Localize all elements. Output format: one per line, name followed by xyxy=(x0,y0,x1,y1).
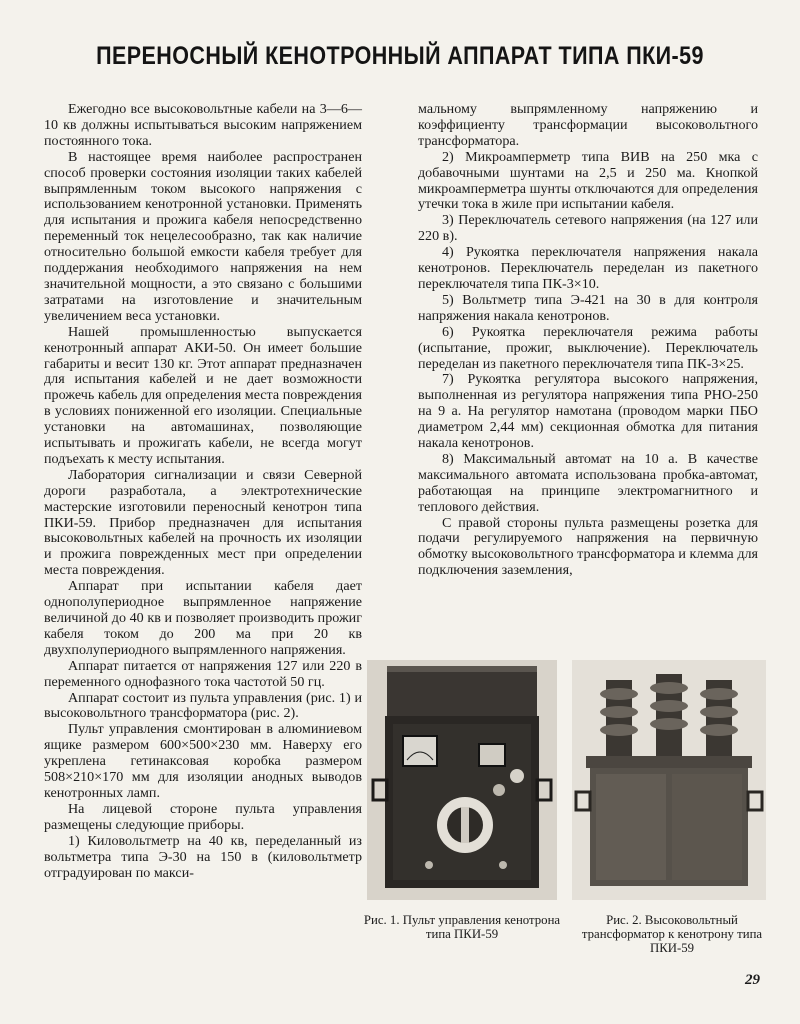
right-column-paragraph: мальному выпрямленному напряжению и коэффициенту трансформации высоковольтного трансформатора. xyxy=(418,101,758,149)
article-title: ПЕРЕНОСНЫЙ КЕНОТРОННЫЙ АППАРАТ ТИПА ПКИ-59 xyxy=(96,42,704,70)
left-column-paragraph: Аппарат питается от напряжения 127 или 220 в переменного однофазного тока частотой 50 гц. xyxy=(44,657,362,690)
right-column xyxy=(418,102,758,579)
transformer-photo xyxy=(572,660,766,900)
left-column-paragraph: Нашей промышленностью выпускается кенотронный аппарат АКИ-50. Он имеет большие габариты и весит 130 кг. Этот аппарат предназначен для испытания кабелей и не дает возможности прожечь кабель для определения места повреждения в условиях пониженной его изоляции. Специальные установки на автомашинах, позволяющие испытывать и прожигать кабели, не всегда могут подъехать к месту испытания. xyxy=(44,323,362,467)
right-column-paragraph: 8) Максимальный автомат на 10 а. В качестве максимального автомата использована пробка-автомат, работающая на принципе электромагнитного и теплового действия. xyxy=(418,450,758,515)
right-column-paragraph: 4) Рукоятка переключателя напряжения накала кенотронов. Переключатель переделан из пакетного переключателя типа ПК-3×10. xyxy=(418,244,758,292)
left-column-paragraph: Пульт управления смонтирован в алюминиевом ящике размером 600×500×230 мм. Наверху его укреплена гетинаксовая коробка размером 508×210×170 мм для изоляции анодных выводов кенотронных ламп. xyxy=(44,721,362,801)
page-number: 29 xyxy=(745,972,760,988)
control-panel-photo xyxy=(367,660,557,900)
right-column-paragraph: 3) Переключатель сетевого напряжения (на 127 или 220 в). xyxy=(418,212,758,245)
left-column xyxy=(44,102,362,881)
figure-2-caption: Рис. 2. Высоковольтный трансформатор к кенотрону типа ПКИ-59 xyxy=(581,913,763,955)
right-column-paragraph: 5) Вольтметр типа Э-421 на 30 в для контроля напряжения накала кенотронов. xyxy=(418,291,758,324)
left-column-paragraph: На лицевой стороне пульта управления размещены следующие приборы. xyxy=(44,800,362,833)
left-column-paragraph: Аппарат состоит из пульта управления (рис. 1) и высоковольтного трансформатора (рис. 2). xyxy=(44,689,362,722)
control-panel-illustration xyxy=(367,660,557,900)
figure-1-caption: Рис. 1. Пульт управления кенотрона типа ПКИ-59 xyxy=(363,913,561,941)
left-column-paragraph: 1) Киловольтметр на 40 кв, переделанный из вольтметра типа Э-30 на 150 в (киловольтметр отградуирован по макси- xyxy=(44,832,362,881)
right-column-paragraph: 2) Микроамперметр типа ВИВ на 250 мка с добавочными шунтами на 2,5 и 250 ма. Кнопкой микроамперметра шунты отключаются для определения утечки тока в жиле при испытании кабеля. xyxy=(418,148,758,213)
left-column-paragraph: Ежегодно все высоковольтные кабели на 3—6—10 кв должны испытываться высоким напряжением постоянного тока. xyxy=(44,101,362,149)
right-column-paragraph: 7) Рукоятка регулятора высокого напряжения, выполненная из регулятора напряжения типа РНО-250 на 9 а. На регулятор намотана (проводом марки ПБО диаметром 2,44 мм) секционная обмотка для питания накала кенотронов. xyxy=(418,371,758,452)
right-column-paragraph: С правой стороны пульта размещены розетка для подачи регулируемого напряжения на первичную обмотку высоковольтного трансформатора и клемма для подключения заземления, xyxy=(418,514,758,579)
right-column-paragraph: 6) Рукоятка переключателя режима работы (испытание, прожиг, выключение). Переключатель переделан из пакетного переключателя типа ПК-3×25. xyxy=(418,323,758,372)
transformer-illustration xyxy=(572,660,766,900)
left-column-paragraph: Лаборатория сигнализации и связи Северной дороги разработала, а электротехнические мастерские изготовили переносный кенотрон типа ПКИ-59. Прибор предназначен для испытания высоковольтных кабелей на прочность их изоляции и прожига поврежденных мест при определении места повреждения. xyxy=(44,466,362,579)
left-column-paragraph: В настоящее время наиболее распространен способ проверки состояния изоляции таких кабелей выпрямленным током высокого напряжения с использованием кенотронной установки. Применять для испытания и прожига кабеля непосредственно переменный ток нецелесообразно, так как наличие относительно большой емкости кабеля требует для поддержания необходимого напряжения на нем значительной мощности, а это связано с большими затратами на изготовление и значительным увеличением веса установки. xyxy=(44,148,362,324)
left-column-paragraph: Аппарат при испытании кабеля дает однополупериодное выпрямленное напряжение величиной до 40 кв и позволяет производить прожиг кабеля током до 200 ма при 20 кв двухполупериодного выпрямленного напряжения. xyxy=(44,578,362,658)
